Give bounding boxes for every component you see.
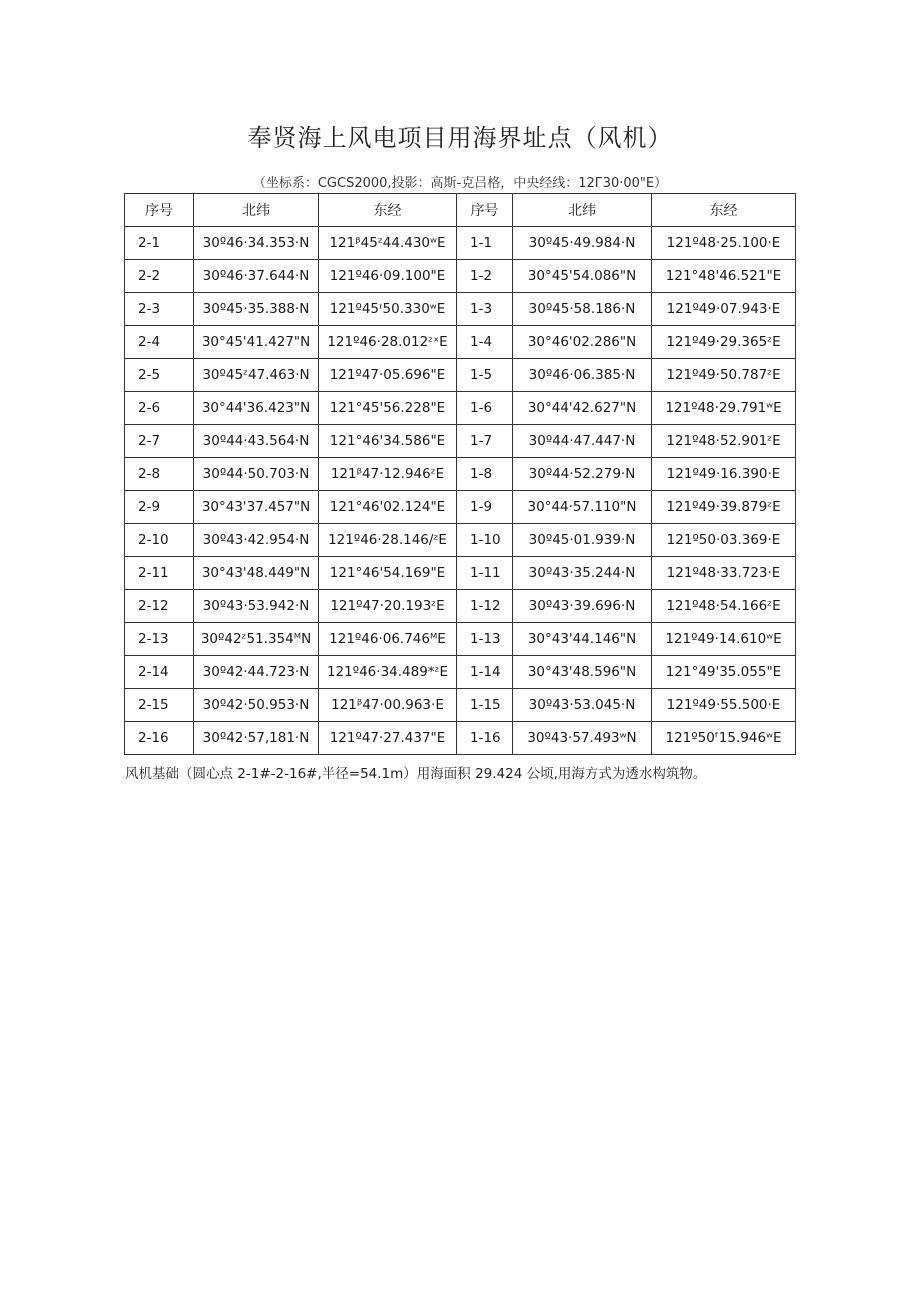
cell-point-index: 1-13: [457, 623, 513, 656]
cell-point-index: 1-12: [457, 590, 513, 623]
cell-latitude: 30°46'02.286"N: [513, 326, 652, 359]
cell-latitude: 30º44·43.564·N: [194, 425, 319, 458]
boundary-points-table: [124, 193, 796, 755]
header-longitude-2: 东经: [652, 194, 796, 227]
cell-latitude: 30°45'54.086"N: [513, 260, 652, 293]
table-header-row: [125, 194, 796, 227]
cell-latitude: 30°43'37.457"N: [194, 491, 319, 524]
cell-point-index: 2-14: [125, 656, 194, 689]
cell-latitude: 30°43'48.449"N: [194, 557, 319, 590]
cell-longitude: 121º48·29.791ʷE: [652, 392, 796, 425]
cell-point-index: 1-6: [457, 392, 513, 425]
cell-point-index: 2-1: [125, 227, 194, 260]
cell-longitude: 121º49·39.879ᶻE: [652, 491, 796, 524]
cell-longitude: 121º49·14.610ʷE: [652, 623, 796, 656]
table-row: [125, 425, 796, 458]
cell-point-index: 2-3: [125, 293, 194, 326]
cell-latitude: 30º42·44.723·N: [194, 656, 319, 689]
cell-longitude: 121º48·54.166ᶻE: [652, 590, 796, 623]
cell-point-index: 1-1: [457, 227, 513, 260]
cell-longitude: 121º50ᶠ15.946ʷE: [652, 722, 796, 755]
cell-latitude: 30º43·39.696·N: [513, 590, 652, 623]
cell-latitude: 30º43·35.244·N: [513, 557, 652, 590]
cell-point-index: 1-9: [457, 491, 513, 524]
cell-latitude: 30º44·52.279·N: [513, 458, 652, 491]
cell-longitude: 121°46'02.124"E: [319, 491, 457, 524]
table-row: [125, 524, 796, 557]
header-index-2: 序号: [457, 194, 513, 227]
cell-latitude: 30°43'44.146"N: [513, 623, 652, 656]
table-row: [125, 689, 796, 722]
table-row: [125, 491, 796, 524]
cell-longitude: 121º45ᶦ50.330ʷE: [319, 293, 457, 326]
table-row: [125, 557, 796, 590]
cell-longitude: 121º49·50.787ᶻE: [652, 359, 796, 392]
cell-latitude: 30°44·57.110"N: [513, 491, 652, 524]
cell-point-index: 1-8: [457, 458, 513, 491]
cell-longitude: 121º46·09.100"E: [319, 260, 457, 293]
cell-longitude: 121º48·52.901ᶻE: [652, 425, 796, 458]
cell-latitude: 30º43·53.942·N: [194, 590, 319, 623]
header-latitude-2: 北纬: [513, 194, 652, 227]
cell-point-index: 1-4: [457, 326, 513, 359]
cell-longitude: 121º46·28.146/ᶻE: [319, 524, 457, 557]
cell-longitude: 121°48'46.521"E: [652, 260, 796, 293]
cell-point-index: 2-7: [125, 425, 194, 458]
cell-latitude: 30°43'48.596"N: [513, 656, 652, 689]
table-row: [125, 392, 796, 425]
cell-latitude: 30º43·53.045·N: [513, 689, 652, 722]
cell-point-index: 2-13: [125, 623, 194, 656]
cell-point-index: 2-11: [125, 557, 194, 590]
table-row: [125, 590, 796, 623]
cell-point-index: 1-15: [457, 689, 513, 722]
cell-longitude: 121ᵝ47·00.963·E: [319, 689, 457, 722]
cell-latitude: 30º44·50.703·N: [194, 458, 319, 491]
page-title: 奉贤海上风电项目用海界址点（风机）: [247, 124, 673, 152]
cell-point-index: 2-9: [125, 491, 194, 524]
cell-point-index: 2-10: [125, 524, 194, 557]
table-row: [125, 260, 796, 293]
cell-longitude: 121º46·34.489*ᶻE: [319, 656, 457, 689]
cell-point-index: 1-5: [457, 359, 513, 392]
table-row: [125, 359, 796, 392]
table-body: [125, 227, 796, 755]
table-row: [125, 656, 796, 689]
cell-longitude: 121°45'56.228"E: [319, 392, 457, 425]
cell-longitude: 121ᵝ45ᶻ44.430ʷE: [319, 227, 457, 260]
cell-longitude: 121º49·16.390·E: [652, 458, 796, 491]
cell-longitude: 121º49·29.365ᶻE: [652, 326, 796, 359]
cell-point-index: 2-16: [125, 722, 194, 755]
cell-point-index: 2-15: [125, 689, 194, 722]
cell-latitude: 30°45'41.427"N: [194, 326, 319, 359]
footnote: 风机基础（圆心点 2-1#-2-16#,半径=54.1m）用海面积 29.424 公顷,用海方式为透水构筑物。: [125, 766, 707, 782]
table-row: [125, 458, 796, 491]
table-row: [125, 623, 796, 656]
cell-point-index: 2-12: [125, 590, 194, 623]
table-row: [125, 722, 796, 755]
cell-point-index: 1-16: [457, 722, 513, 755]
cell-latitude: 30º44·47.447·N: [513, 425, 652, 458]
cell-latitude: 30º43·57.493ʷN: [513, 722, 652, 755]
cell-longitude: 121º48·25.100·E: [652, 227, 796, 260]
cell-longitude: 121º47·05.696"E: [319, 359, 457, 392]
cell-latitude: 30º46·34.353·N: [194, 227, 319, 260]
table-row: [125, 326, 796, 359]
cell-longitude: 121º50·03.369·E: [652, 524, 796, 557]
cell-longitude: 121º46·28.012ᶻˣE: [319, 326, 457, 359]
cell-point-index: 2-2: [125, 260, 194, 293]
cell-longitude: 121ᵝ47·12.946ᶻE: [319, 458, 457, 491]
cell-latitude: 30º42·57,181·N: [194, 722, 319, 755]
cell-longitude: 121º48·33.723·E: [652, 557, 796, 590]
table-row: [125, 293, 796, 326]
cell-latitude: 30°44'42.627"N: [513, 392, 652, 425]
cell-longitude: 121º49·55.500·E: [652, 689, 796, 722]
cell-point-index: 1-7: [457, 425, 513, 458]
cell-point-index: 2-8: [125, 458, 194, 491]
cell-latitude: 30º45·01.939·N: [513, 524, 652, 557]
cell-longitude: 121°46'54.169"E: [319, 557, 457, 590]
cell-longitude: 121º47·27.437"E: [319, 722, 457, 755]
cell-longitude: 121º46·06.746ᴹE: [319, 623, 457, 656]
cell-latitude: 30º42ᶻ51.354ᴹN: [194, 623, 319, 656]
header-longitude-1: 东经: [319, 194, 457, 227]
cell-latitude: 30º45·35.388·N: [194, 293, 319, 326]
cell-point-index: 1-3: [457, 293, 513, 326]
coordinate-system-subtitle: （坐标系：CGCS2000,投影：高斯-克吕格，中央经线：12Г30·00"E）: [252, 176, 668, 191]
cell-point-index: 2-4: [125, 326, 194, 359]
cell-latitude: 30º45·58.186·N: [513, 293, 652, 326]
cell-longitude: 121°46'34.586"E: [319, 425, 457, 458]
header-latitude-1: 北纬: [194, 194, 319, 227]
cell-longitude: 121°49'35.055"E: [652, 656, 796, 689]
cell-latitude: 30º46·06.385·N: [513, 359, 652, 392]
cell-latitude: 30º42·50.953·N: [194, 689, 319, 722]
cell-latitude: 30º45ᶻ47.463·N: [194, 359, 319, 392]
cell-latitude: 30º46·37.644·N: [194, 260, 319, 293]
header-index-1: 序号: [125, 194, 194, 227]
cell-point-index: 1-10: [457, 524, 513, 557]
cell-latitude: 30°44'36.423"N: [194, 392, 319, 425]
cell-longitude: 121º49·07.943·E: [652, 293, 796, 326]
cell-latitude: 30º45·49.984·N: [513, 227, 652, 260]
cell-point-index: 1-2: [457, 260, 513, 293]
table-row: [125, 227, 796, 260]
cell-longitude: 121º47·20.193ᶻE: [319, 590, 457, 623]
cell-point-index: 2-6: [125, 392, 194, 425]
cell-latitude: 30º43·42.954·N: [194, 524, 319, 557]
cell-point-index: 1-11: [457, 557, 513, 590]
cell-point-index: 2-5: [125, 359, 194, 392]
cell-point-index: 1-14: [457, 656, 513, 689]
